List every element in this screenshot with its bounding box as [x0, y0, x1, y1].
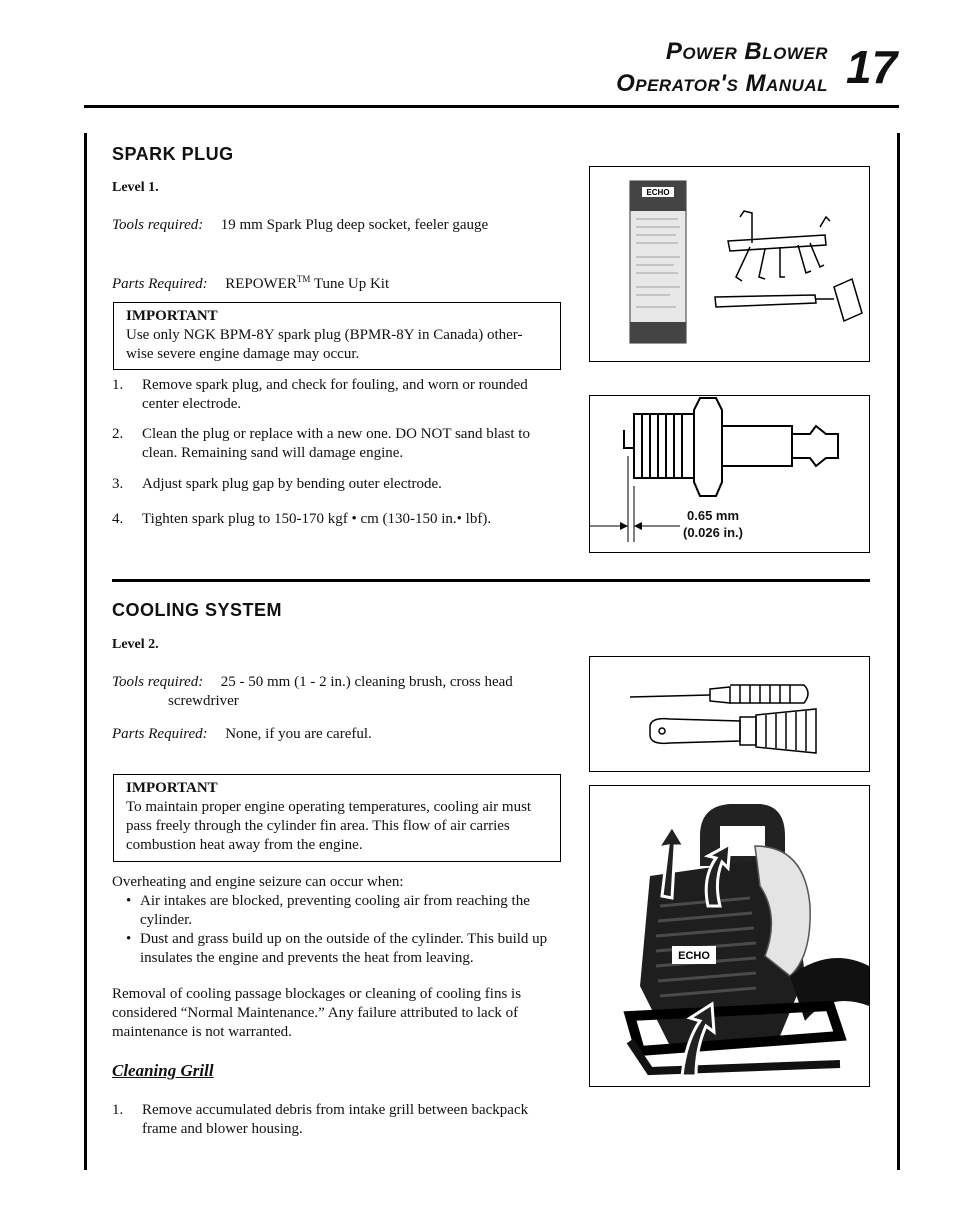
step-text: Clean the plug or replace with a new one. DO NOT sand blast to clean. Remaining sand will damage engine. — [142, 426, 530, 461]
tune-up-kit-illustration — [590, 167, 869, 361]
important-title: IMPORTANT — [126, 780, 218, 796]
step-text: Remove spark plug, and check for fouling, and worn or rounded center electrode. — [142, 377, 528, 412]
spark-plug-step-2 — [112, 425, 557, 463]
engine-brand-text: ECHO — [678, 950, 710, 962]
step-number: 1. — [112, 377, 124, 393]
tune-up-kit-figure — [589, 166, 870, 362]
parts-value-rest: Tune Up Kit — [310, 276, 390, 292]
tools-figure — [589, 656, 870, 772]
bullet-text: Dust and grass build up on the outside of the cylinder. This build up insulates the engine and prevents the heat from leaving. — [140, 931, 548, 966]
tools-value: 25 - 50 mm (1 - 2 in.) cleaning brush, cross head — [220, 674, 513, 690]
parts-label: Parts Required: — [112, 276, 208, 292]
parts-value: REPOWER — [225, 276, 297, 292]
right-margin-rule — [897, 133, 900, 1170]
step-text: Remove accumulated debris from intake grill between backpack frame and blower housing. — [142, 1102, 529, 1137]
overheating-bullet-1: • Air intakes are blocked, preventing cooling air from reaching the cylinder. — [126, 892, 556, 930]
cooling-system-heading: COOLING SYSTEM — [112, 600, 283, 620]
gap-mm-label: 0.65 mm — [687, 508, 740, 523]
trademark: TM — [296, 274, 311, 284]
parts-value: None, if you are careful. — [225, 726, 372, 742]
cooling-parts — [112, 725, 572, 744]
kit-brand-text: ECHO — [646, 188, 670, 197]
overheating-bullet-2: • Dust and grass build up on the outside of the cylinder. This build up insulates the engine and prevents the heat from leaving. — [126, 930, 556, 968]
step-number: 3. — [112, 476, 124, 492]
cooling-level: Level 2. — [112, 637, 159, 652]
blower-engine-photo — [590, 786, 869, 1086]
screwdriver-brush-illustration — [590, 657, 869, 771]
left-margin-rule — [84, 133, 87, 1170]
gap-in-label: (0.026 in.) — [683, 525, 743, 540]
step-number: 4. — [112, 511, 124, 527]
step-number: 1. — [112, 1102, 124, 1118]
spark-plug-gap-figure — [589, 395, 870, 553]
header-rule — [84, 105, 899, 108]
step-text: Tighten spark plug to 150-170 kgf • cm (130-150 in.• lbf). — [142, 511, 492, 527]
important-text: To maintain proper engine operating temperatures, cooling air must pass freely through the cylinder fin area. This flow of air carries combustion heat away from the engine. — [126, 799, 532, 853]
section-divider — [112, 579, 870, 582]
bullet-text: Air intakes are blocked, preventing cooling air from reaching the cylinder. — [140, 893, 530, 928]
step-text: Adjust spark plug gap by bending outer electrode. — [142, 476, 442, 492]
spark-plug-heading: SPARK PLUG — [112, 144, 234, 164]
manual-title-line1: Power Blower — [665, 38, 828, 65]
spark-plug-tools — [112, 216, 572, 235]
important-text: Use only NGK BPM-8Y spark plug (BPMR-8Y in Canada) other-wise severe engine damage may occur. — [126, 327, 523, 362]
page-number: 17 — [846, 41, 898, 93]
cooling-tools-cont: screwdriver — [168, 693, 239, 709]
step-number: 2. — [112, 426, 124, 442]
cleaning-grill-subheading: Cleaning Grill — [112, 1061, 214, 1080]
parts-label: Parts Required: — [112, 726, 208, 742]
cleaning-grill-step-1 — [112, 1101, 557, 1139]
manual-title-line2: Operator's Manual — [616, 70, 828, 97]
important-title: IMPORTANT — [126, 308, 218, 324]
spark-plug-step-1 — [112, 376, 557, 414]
spark-plug-important-box — [113, 302, 561, 370]
tools-label: Tools required: — [112, 674, 204, 690]
cooling-tools — [112, 673, 572, 692]
cooling-important-box — [113, 774, 561, 862]
tools-value: 19 mm Spark Plug deep socket, feeler gauge — [220, 217, 489, 233]
overheating-intro: Overheating and engine seizure can occur when: — [112, 874, 404, 890]
spark-plug-step-3 — [112, 475, 557, 494]
spark-plug-level: Level 1. — [112, 180, 159, 195]
tools-label: Tools required: — [112, 217, 204, 233]
removal-paragraph: Removal of cooling passage blockages or cleaning of cooling fins is considered “Normal Maintenance.” Any failure attributed to lack of maintenance is not warranted. — [112, 986, 522, 1040]
blower-engine-figure — [589, 785, 870, 1087]
spark-plug-step-4 — [112, 510, 557, 529]
spark-plug-parts — [112, 270, 572, 294]
